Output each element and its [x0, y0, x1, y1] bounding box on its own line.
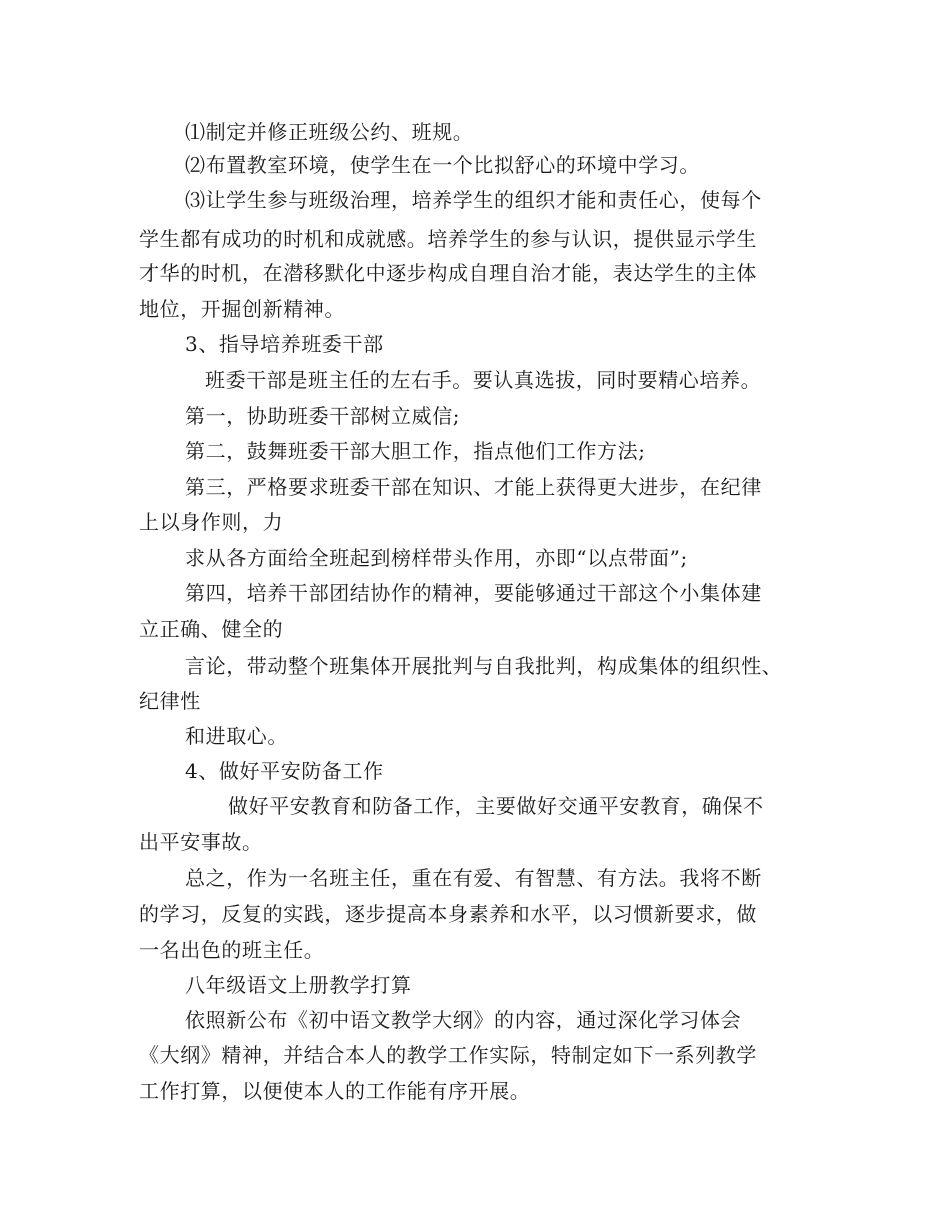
paragraph-line: 做好平安教育和防备工作，主要做好交通平安教育，确保不 — [228, 794, 764, 818]
paragraph-line: 第三，严格要求班委干部在知识、才能上获得更大进步，在纪律 — [185, 475, 762, 499]
paragraph-line: 上以身作则，力 — [139, 510, 284, 534]
section-heading: 八年级语文上册教学打算 — [185, 973, 412, 997]
paragraph-line: 纪律性 — [139, 689, 201, 713]
paragraph-line: ⑴制定并修正班级公约、班规。 — [185, 120, 474, 144]
paragraph-line: 《大纲》精神，并结合本人的教学工作实际，特制定如下一系列教学 — [139, 1043, 757, 1067]
paragraph-line: 才华的时机，在潜移默化中逐步构成自理自治才能，表达学生的主体 — [139, 261, 757, 285]
paragraph-line: 总之，作为一名班主任，重在有爱、有智慧、有方法。我将不断 — [185, 866, 762, 890]
paragraph-line: 依照新公布《初中语文教学大纲》的内容，通过深化学习体会 — [185, 1008, 742, 1032]
paragraph-line: 一名出色的班主任。 — [139, 938, 325, 962]
paragraph-line: 班委干部是班主任的左右手。要认真选拔，同时要精心培养。 — [205, 368, 762, 392]
paragraph-line: 言论，带动整个班集体开展批判与自我批判，构成集体的组织性、 — [185, 654, 783, 678]
paragraph-line: 求从各方面给全班起到榜样带头作用，亦即“以点带面”; — [185, 546, 688, 570]
paragraph-line: 工作打算，以便使本人的工作能有序开展。 — [139, 1079, 531, 1103]
paragraph-line: 第二，鼓舞班委干部大胆工作，指点他们工作方法; — [185, 439, 646, 463]
paragraph-line: 和进取心。 — [185, 724, 288, 748]
paragraph-line: ⑶让学生参与班级治理，培养学生的组织才能和责任心，使每个 — [185, 188, 762, 212]
paragraph-line: 的学习，反复的实践，逐步提高本身素养和水平，以习惯新要求，做 — [139, 902, 757, 926]
paragraph-line: 出平安事故。 — [139, 830, 263, 854]
section-heading: 3、指导培养班委干部 — [185, 332, 384, 356]
section-heading: 4、做好平安防备工作 — [185, 759, 384, 783]
paragraph-line: 地位，开掘创新精神。 — [139, 297, 345, 321]
paragraph-line: ⑵布置教室环境，使学生在一个比拟舒心的环境中学习。 — [185, 153, 700, 177]
paragraph-line: 学生都有成功的时机和成就感。培养学生的参与认识，提供显示学生 — [139, 227, 757, 251]
paragraph-line: 第一，协助班委干部树立威信; — [185, 404, 461, 428]
paragraph-line: 第四，培养干部团结协作的精神，要能够通过干部这个小集体建 — [185, 581, 762, 605]
paragraph-line: 立正确、健全的 — [139, 617, 284, 641]
